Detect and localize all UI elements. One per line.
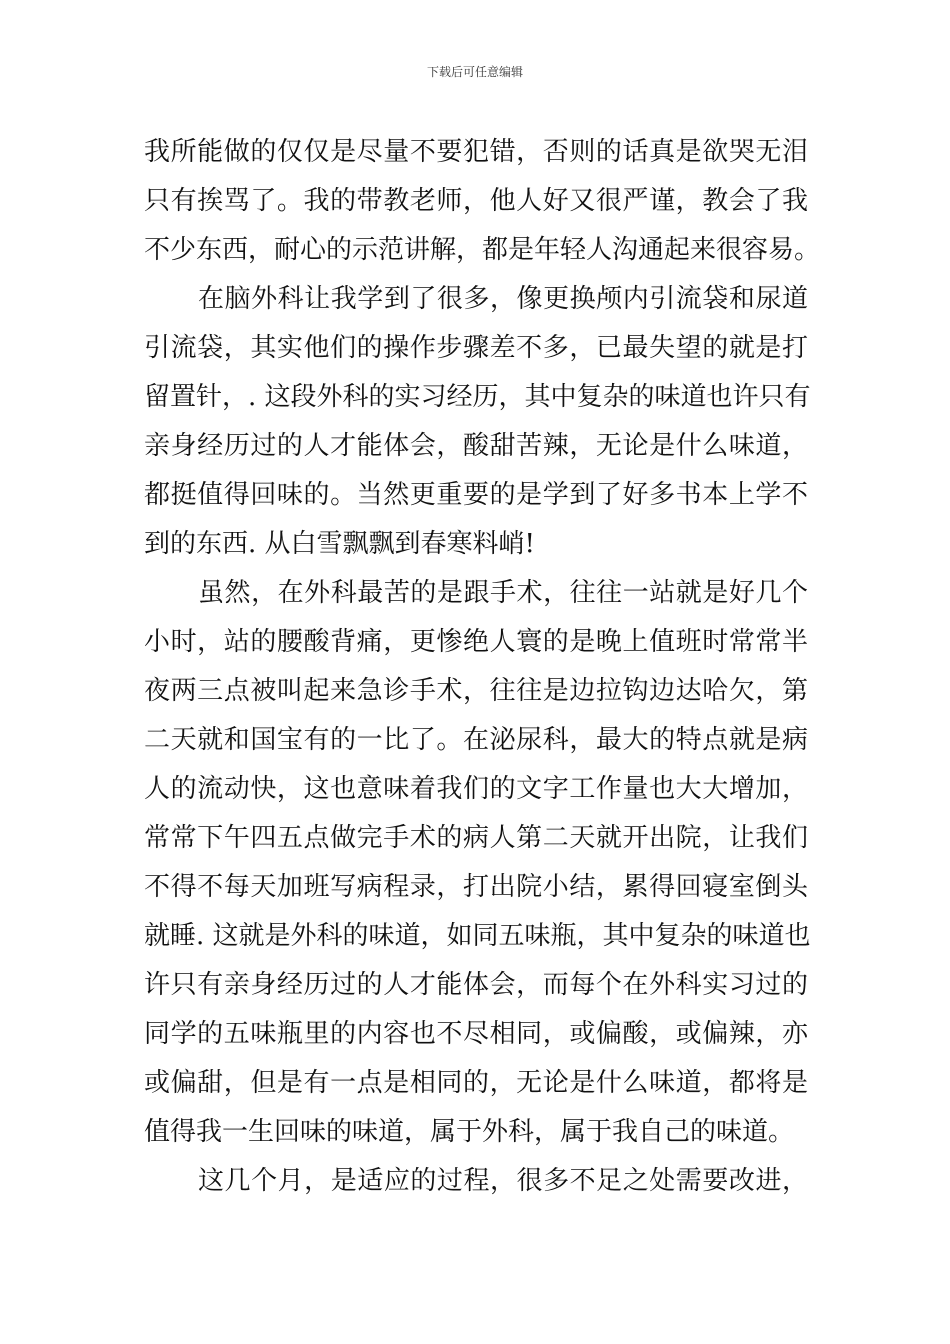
text-line: 值得我一生回味的味道，属于外科，属于我自己的味道。	[144, 1117, 795, 1147]
text-line: 只有挨骂了。我的带教老师，他人好又很严谨，教会了我	[144, 186, 808, 216]
text-line: 留置针，. 这段外科的实习经历，其中复杂的味道也许只有	[144, 382, 811, 412]
text-line: 夜两三点被叫起来急诊手术，往往是边拉钩边达哈欠，第	[144, 676, 808, 706]
text-line: 同学的五味瓶里的内容也不尽相同，或偏酸，或偏辣，亦	[144, 1019, 808, 1049]
text-line: 这几个月，是适应的过程，很多不足之处需要改进，	[198, 1166, 808, 1196]
text-line: 虽然，在外科最苦的是跟手术，往往一站就是好几个	[198, 578, 808, 608]
text-line: 人的流动快，这也意味着我们的文字工作量也大大增加，	[144, 774, 808, 804]
body-text	[144, 128, 821, 1206]
text-line: 都挺值得回味的。当然更重要的是学到了好多书本上学不	[144, 480, 808, 510]
text-line: 亲身经历过的人才能体会，酸甜苦辣，无论是什么味道，	[144, 431, 808, 461]
text-line: 我所能做的仅仅是尽量不要犯错，否则的话真是欲哭无泪	[144, 137, 808, 167]
text-line: 二天就和国宝有的一比了。在泌尿科，最大的特点就是病	[144, 725, 808, 755]
text-line: 不得不每天加班写病程录，打出院小结，累得回寝室倒头	[144, 872, 808, 902]
text-line: 就睡. 这就是外科的味道，如同五味瓶，其中复杂的味道也	[144, 921, 811, 951]
page-header: 下载后可任意编辑	[426, 65, 523, 79]
text-line: 常常下午四五点做完手术的病人第二天就开出院，让我们	[144, 823, 808, 853]
text-line: 不少东西，耐心的示范讲解，都是年轻人沟通起来很容易。	[144, 235, 821, 265]
text-line: 许只有亲身经历过的人才能体会，而每个在外科实习过的	[144, 970, 808, 1000]
text-line: 或偏甜，但是有一点是相同的，无论是什么味道，都将是	[144, 1068, 808, 1098]
text-line: 小时，站的腰酸背痛，更惨绝人寰的是晚上值班时常常半	[144, 627, 808, 657]
text-line: 到的东西. 从白雪飘飘到春寒料峭!	[144, 529, 535, 559]
text-line: 在脑外科让我学到了很多，像更换颅内引流袋和尿道	[198, 284, 808, 314]
text-line: 引流袋，其实他们的操作步骤差不多，已最失望的就是打	[144, 333, 808, 363]
